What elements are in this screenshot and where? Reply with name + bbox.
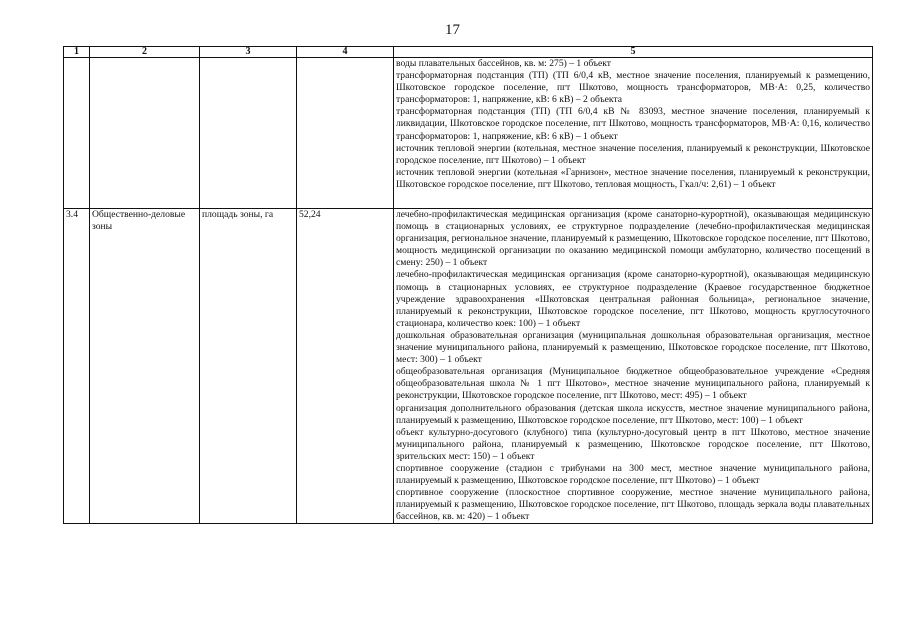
column-header: 4 [297,47,394,58]
description-entry: лечебно-профилактическая медицинская организация (кроме санаторно-курортной), оказывающая медицинскую помощь в стационарных условиях, ее структурное подразделение (Краевое государственное бюджетное учреждение здравоохранения «Шкотовская центральная районная больница», региональное значение, планируемый к реконструкции, Шкотовское городское поселение, пгт Шкотово, мощность круглосуточного стационара, количество коек: 100) – 1 объект [396,269,870,329]
parameter-cell: площадь зоны, га [200,209,297,524]
column-header: 2 [90,47,200,58]
value-cell [297,58,394,209]
parameter-cell [200,58,297,209]
description-entry: лечебно-профилактическая медицинская организация (кроме санаторно-курортной), оказывающая медицинскую помощь в стационарных условиях, ее структурное подразделение (лечебно-профилактическая медицинская организация, региональное значение, планируемый к размещению, Шкотовское городское поселение, пгт Шкотово, мощность медицинской организации по оказанию медицинской помощи амбулаторно, количество посещений в смену: 250) – 1 объект [396,209,870,269]
description-entry: трансформаторная подстанция (ТП) (ТП 6/0,4 кВ, местное значение поселения, планируемый к размещению, Шкотовское городское поселение, пгт Шкотово, мощность трансформаторов, МВ·А: 0,25, количество трансформаторов: 1, напряжение, кВ: 6 кВ) – 2 объекта [396,70,870,106]
page-number: 17 [445,22,460,38]
zone-name-cell: Общественно-деловые зоны [90,209,200,524]
description-entry: спортивное сооружение (плоскостное спортивное сооружение, местное значение муниципального района, планируемый к размещению, Шкотовское городское поселение, пгт Шкотово, площадь зеркала воды плавательных бассейнов, кв. м: 420) – 1 объект [396,487,870,523]
description-cell [394,58,873,209]
description-entry: дошкольная образовательная организация (муниципальная дошкольная образовательная организация, местное значение муниципального района, планируемый к размещению, Шкотовское городское поселение, пгт Шкотово, мест: 300) – 1 объект [396,329,870,366]
table-row [64,209,873,524]
description-entry: общеобразовательная организация (Муниципальное бюджетное общеобразовательное учреждение «Средняя общеобразовательная школа № 1 пгт Шкотово», местное значение муниципального района, планируемый к реконструкции, Шкотовское городское поселение, пгт Шкотово, мест: 495) – 1 объект [396,366,870,402]
column-header: 5 [394,47,873,58]
description-entry: трансформаторная подстанция (ТП) (ТП 6/0,4 кВ № 83093, местное значение поселения, планируемый к ликвидации, Шкотовское городское поселение, пгт Шкотово, мощность трансформаторов, МВ·А: 0,16, количество трансформаторов: 1, напряжение, кВ: 6 кВ) – 1 объект [396,106,870,142]
row-number-cell: 3.4 [64,209,90,524]
description-entry: воды плавательных бассейнов, кв. м: 275) – 1 объект [396,58,611,69]
description-entry: спортивное сооружение (стадион с трибунами на 300 мест, местное значение муниципального района, планируемый к размещению, Шкотовское городское поселение, пгт Шкотово) – 1 объект [396,462,870,487]
column-header: 1 [64,47,90,58]
description-entry: источник тепловой энергии (котельная, местное значение поселения, планируемый к реконструкции, Шкотовское городское поселение, пгт Шкотово) – 1 объект [396,142,870,166]
value-cell: 52,24 [297,209,394,524]
description-entry: источник тепловой энергии (котельная «Гарнизон», местное значение поселения, планируемый к реконструкции, Шкотовское городское поселение, пгт Шкотово, тепловая мощность, Гкал/ч: 2,61) – 1 объект [396,166,870,190]
table-header-row [64,47,873,58]
column-header: 3 [200,47,297,58]
table-row [64,58,873,209]
description-entry: организация дополнительного образования (детская школа искусств, местное значение муниципального района, планируемый к размещению, Шкотовское городское поселение, пгт Шкотово, мест: 100) – 1 объект [396,402,870,426]
description-cell [394,209,873,524]
zone-name-cell [90,58,200,209]
planning-table [63,46,873,524]
description-entry: объект культурно-досугового (клубного) типа (культурно-досуговый центр в пгт Шкотово, местное значение муниципального района, планируемый к размещению, Шкотовское городское поселение, пгт Шкотово, зрительских мест: 150) – 1 объект [396,426,870,462]
row-number-cell [64,58,90,209]
